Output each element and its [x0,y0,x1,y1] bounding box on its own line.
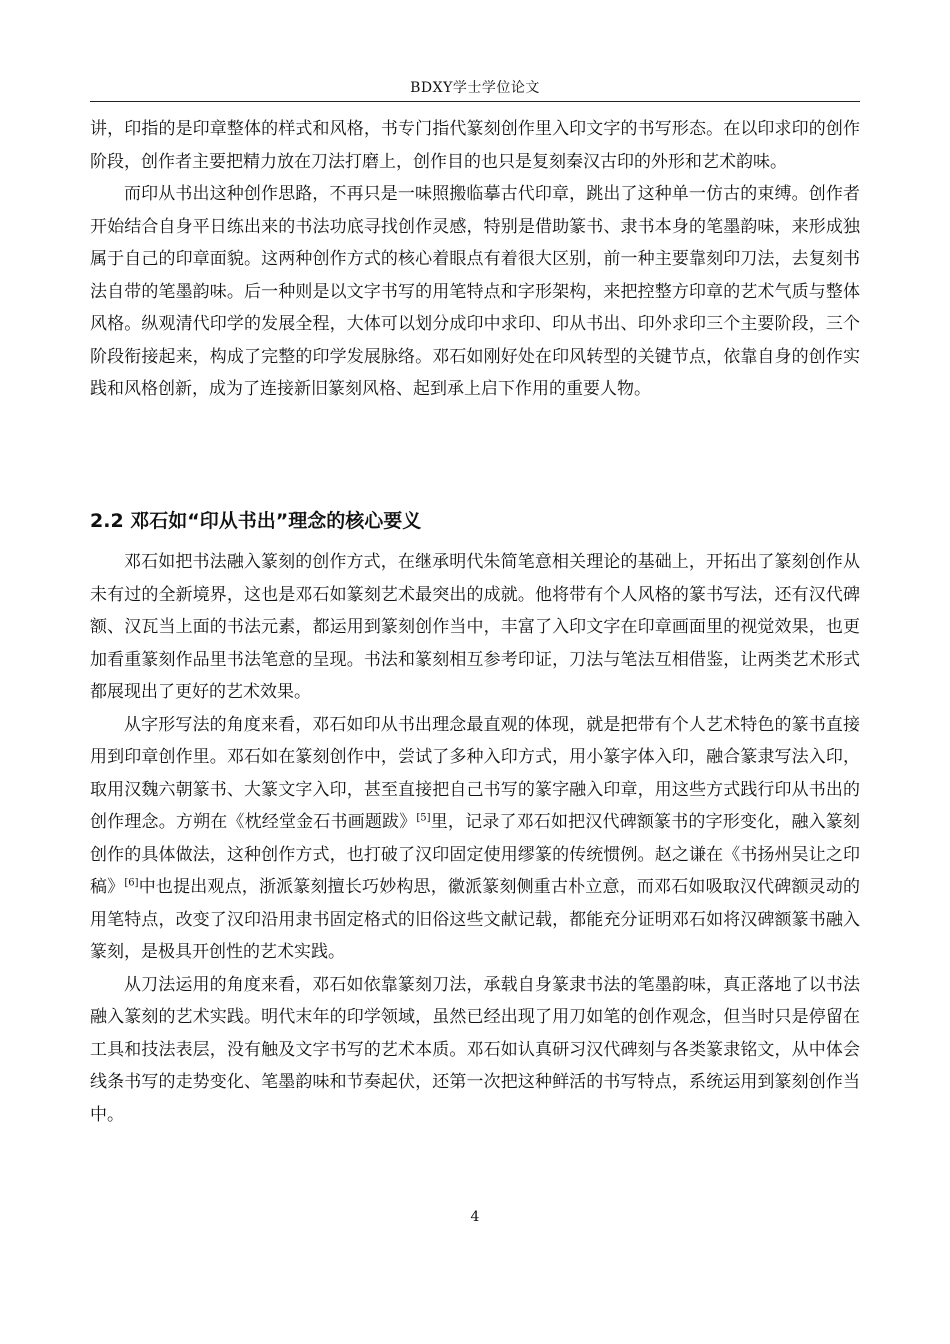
paragraph-continued: 讲，印指的是印章整体的样式和风格，书专门指代篆刻创作里入印文字的书写形态。在以印求印的创作阶段，创作者主要把精力放在刀法打磨上，创作目的也只是复刻秦汉古印的外形和艺术韵味。 [90,119,860,172]
paragraph: 从刀法运用的角度来看，邓石如依靠篆刻刀法，承载自身篆隶书法的笔墨韵味，真正落地了以书法融入篆刻的艺术实践。明代末年的印学领域，虽然已经出现了用刀如笔的创作观念，但当时只是停留在工具和技法表层，没有触及文字书写的艺术本质。邓石如认真研习汉代碑刻与各类篆隶铭文，从中体会线条书写的走势变化、笔墨韵味和节奏起伏，还第一次把这种鲜活的书写特点，系统运用到篆刻创作当中。 [90,974,860,1125]
page-number: 4 [470,1209,480,1225]
paragraph-text: 里，记录了邓石如把汉代碑额篆书的字形变化，融入篆刻创作的具体做法，这种创作方式，也打破了汉印固定使用缪篆的传统惯例。赵之谦在《书扬州吴让之印稿》 [90,812,861,897]
citation-marker: [6] [124,877,139,889]
paragraph-text: 从字形写法的角度来看，邓石如印从书出理念最直观的体现，就是把带有个人艺术特色的篆书直接用到印章创作里。邓石如在篆刻创作中，尝试了多种入印方式，用小篆字体入印，融合篆隶写法入印，取用汉魏六朝篆书、大篆文字入印，甚至直接把自己书写的篆字融入印章，用这些方式践行印从书出的创作理念。方朔在《枕经堂金石书画题跋》 [90,714,860,832]
header-rule [90,101,860,102]
paragraph-text: 中也提出观点，浙派篆刻擅长巧妙构思，徽派篆刻侧重古朴立意，而邓石如吸取汉代碑额灵动的用笔特点，改变了汉印沿用隶书固定格式的旧俗这些文献记载，都能充分证明邓石如将汉碑额篆书融入篆刻，是极具开创性的艺术实践。 [90,877,861,962]
paragraph: 而印从书出这种创作思路，不再只是一味照搬临摹古代印章，跳出了这种单一仿古的束缚。创作者开始结合自身平日练出来的书法功底寻找创作灵感，特别是借助篆书、隶书本身的笔墨韵味，来形成独属于自己的印章面貌。这两种创作方式的核心着眼点有着很大区别，前一种主要靠刻印刀法，去复刻书法自带的笔墨韵味。后一种则是以文字书写的用笔特点和字形架构，来把控整方印章的艺术气质与整体风格。纵观清代印学的发展全程，大体可以划分成印中求印、印从书出、印外求印三个主要阶段，三个阶段衔接起来，构成了完整的印学发展脉络。邓石如刚好处在印风转型的关键节点，依靠自身的创作实践和风格创新，成为了连接新旧篆刻风格、起到承上启下作用的重要人物。 [90,184,860,399]
paragraph: 邓石如把书法融入篆刻的创作方式，在继承明代朱简笔意相关理论的基础上，开拓出了篆刻创作从未有过的全新境界，这也是邓石如篆刻艺术最突出的成就。他将带有个人风格的篆书写法，还有汉代碑额、汉瓦当上面的书法元素，都运用到篆刻创作当中，丰富了入印文字在印章画面里的视觉效果，也更加看重篆刻作品里书法笔意的呈现。书法和篆刻相互参考印证，刀法与笔法互相借鉴，让两类艺术形式都展现出了更好的艺术效果。 [90,552,860,702]
body-block-before-heading [90,113,860,406]
body-block-after-heading [90,546,860,1131]
section-heading: 2.2 邓石如“印从书出”理念的核心要义 [90,510,422,532]
paragraph-with-citations [90,709,860,969]
running-header: BDXY学士学位论文 [410,80,540,96]
citation-marker: [5] [416,812,431,824]
